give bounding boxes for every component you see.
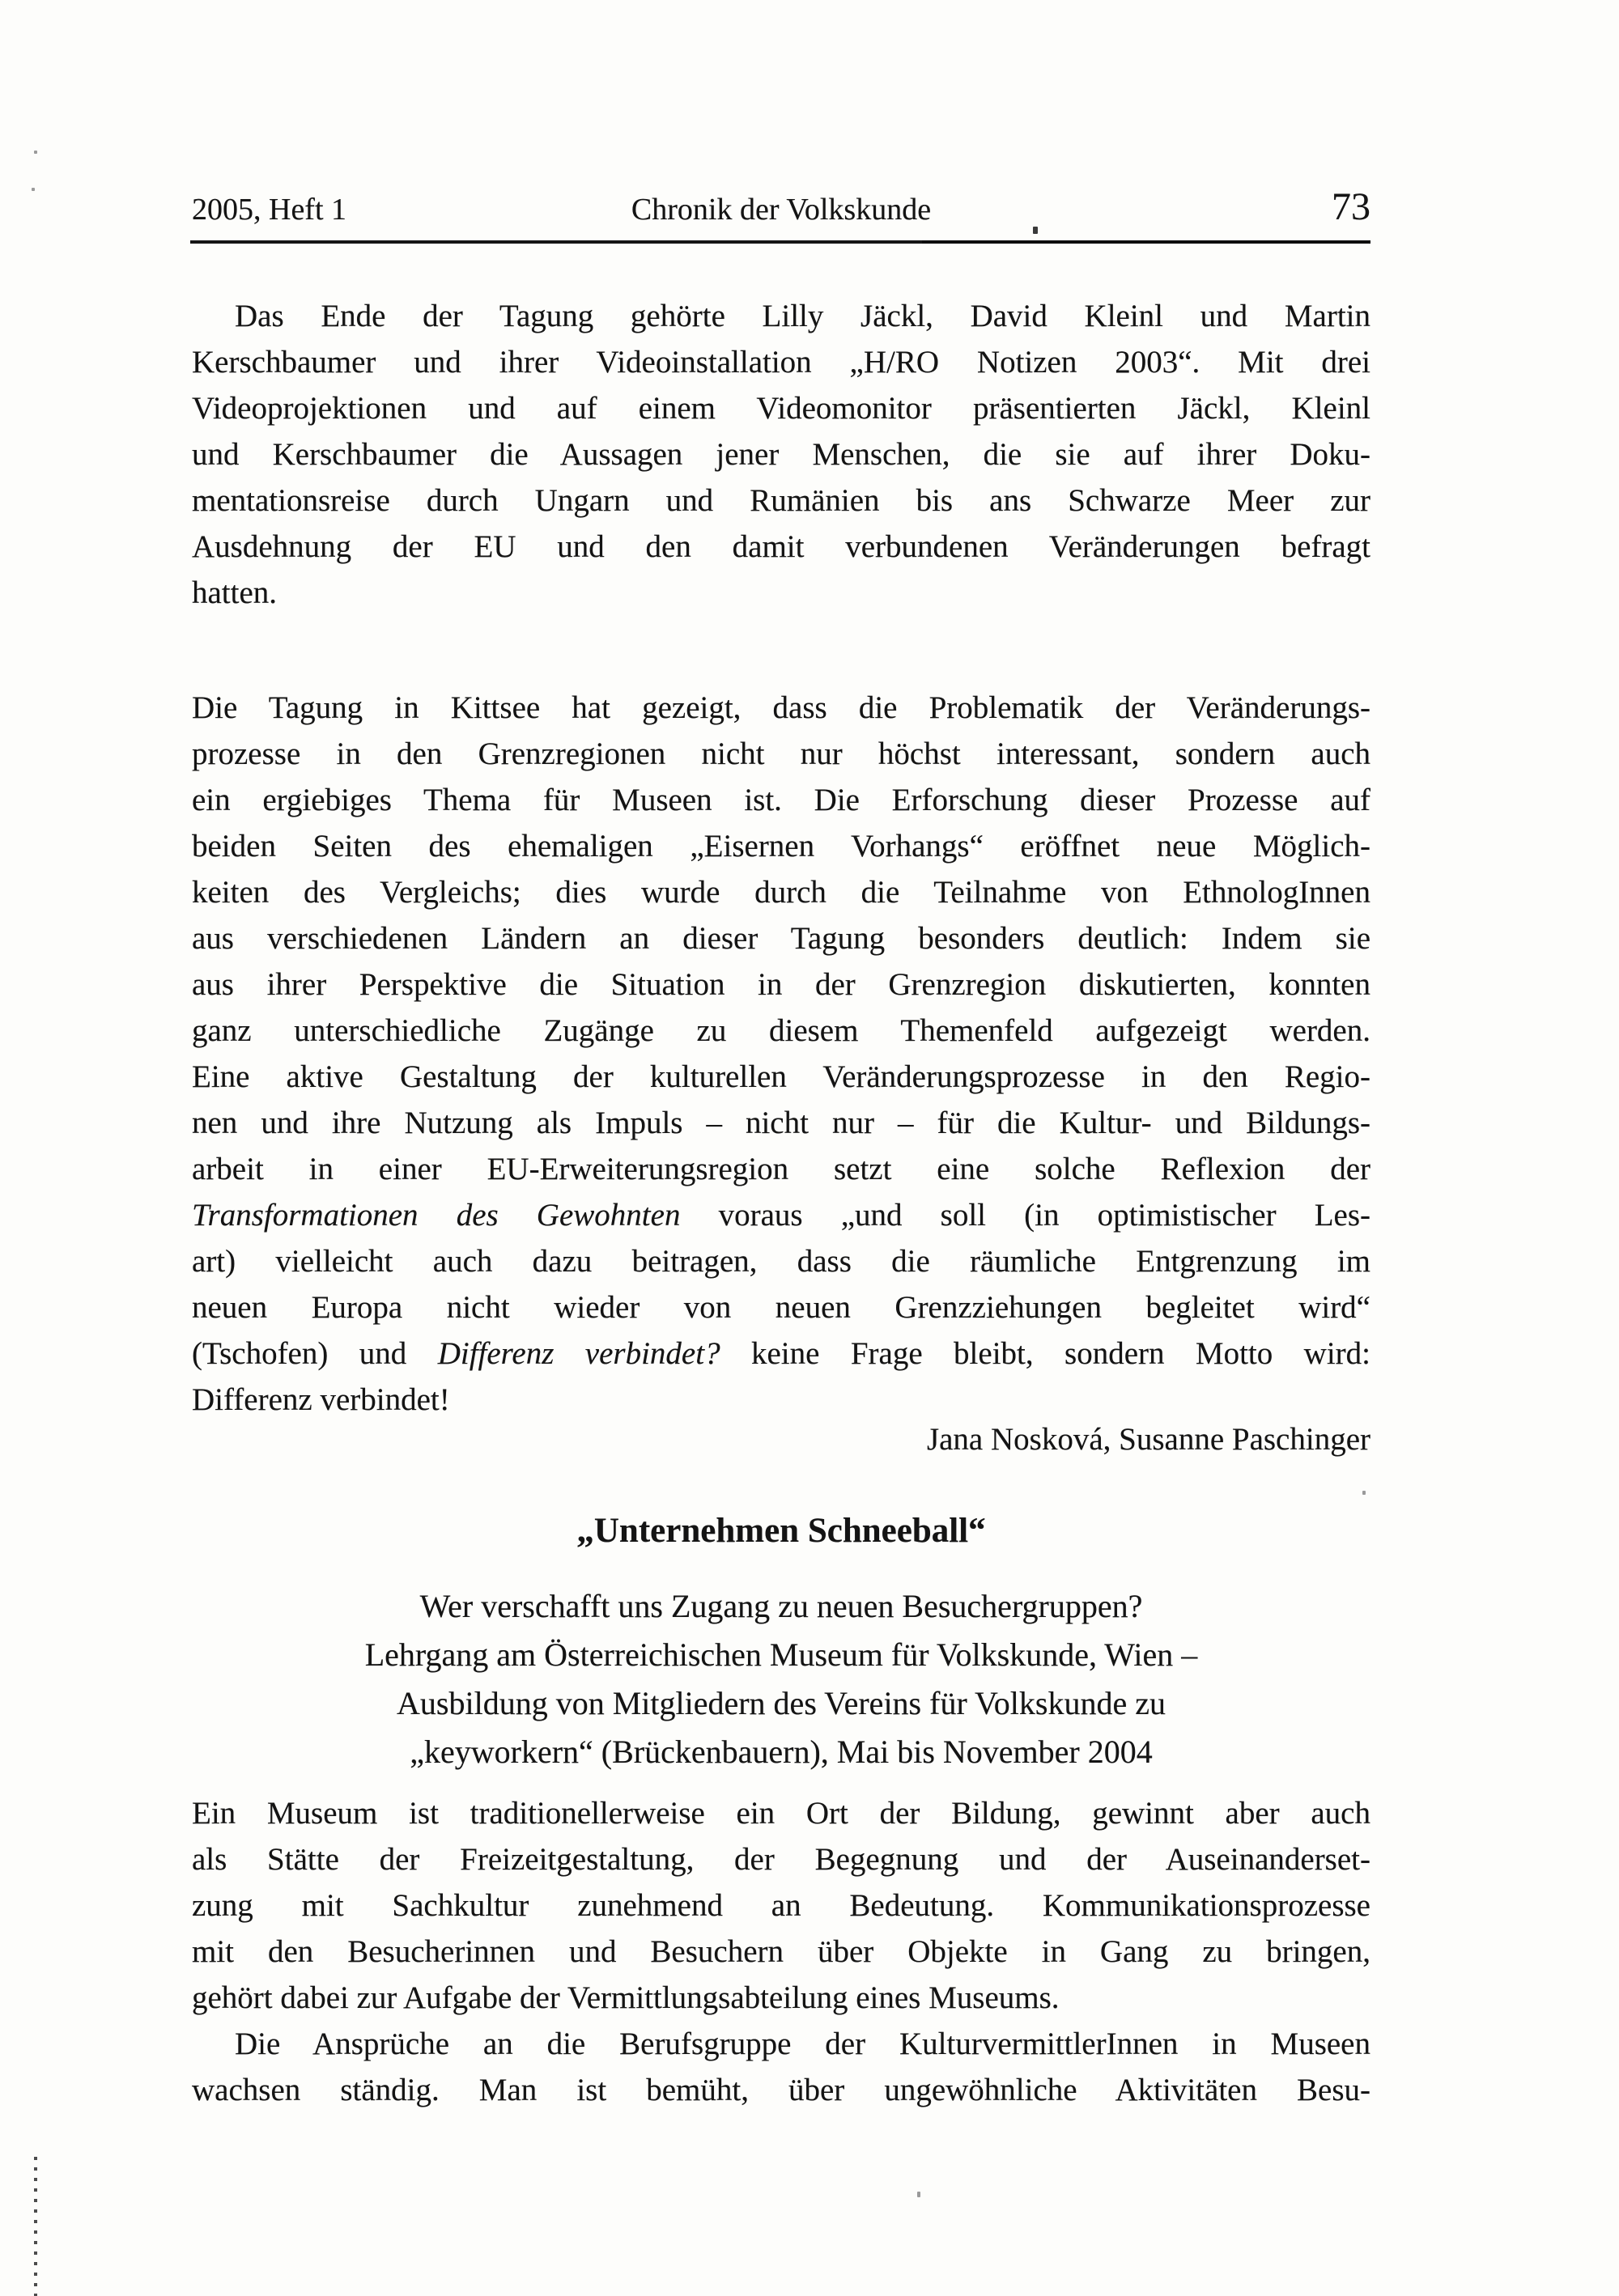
text-line: Ein Museum ist traditionellerweise ein Ort der Bildung, gewinnt aber auch <box>192 1796 1370 1831</box>
text-line: nen und ihre Nutzung als Impuls – nicht nur – für die Kultur- und Bildungs- <box>192 1106 1370 1140</box>
text-line: Wer verschafft uns Zugang zu neuen Besuchergruppen? <box>419 1588 1143 1624</box>
text-line: aus ihrer Perspektive die Situation in der Grenzregion diskutierten, konnten <box>192 967 1370 1002</box>
scan-artifact-speck <box>1033 227 1038 234</box>
text-line: aus verschiedenen Ländern an dieser Tagung besonders deutlich: Indem sie <box>192 921 1370 956</box>
text-line: Kerschbaumer und ihrer Videoinstallation „H/RO Notizen 2003“. Mit drei <box>192 345 1370 380</box>
text-line: wachsen ständig. Man ist bemüht, über ungewöhnliche Aktivitäten Besu- <box>192 2073 1370 2107</box>
article-subtitle <box>192 1582 1370 1776</box>
text-line: mentationsreise durch Ungarn und Rumänien bis ans Schwarze Meer zur <box>192 483 1370 518</box>
text-line: und Kerschbaumer die Aussagen jener Menschen, die sie auf ihrer Doku- <box>192 437 1370 472</box>
paragraph-ansprueche-kulturvermittler <box>192 2021 1370 2113</box>
text-line: Ausbildung von Mitgliedern des Vereins für Volkskunde zu <box>397 1685 1166 1721</box>
text-line: beiden Seiten des ehemaligen „Eisernen Vorhangs“ eröffnet neue Möglich- <box>192 829 1370 864</box>
header-page-number: 73 <box>1332 185 1370 228</box>
text-line: Differenz verbindet! <box>192 1382 450 1417</box>
scan-artifact-speck <box>1362 1491 1366 1495</box>
text-line: Die Tagung in Kittsee hat gezeigt, dass die Problematik der Veränderungs- <box>192 690 1370 725</box>
scan-artifact-speck <box>34 151 37 154</box>
paragraph-museum-bildung <box>192 1790 1370 2021</box>
text-line: Ausdehnung der EU und den damit verbundenen Veränderungen befragt <box>192 529 1370 564</box>
text-line: Transformationen des Gewohnten voraus „und soll (in optimistischer Les- <box>192 1198 1370 1233</box>
text-line: hatten. <box>192 575 278 610</box>
text-line: Lehrgang am Österreichischen Museum für Volkskunde, Wien – <box>364 1636 1198 1673</box>
text-line: als Stätte der Freizeitgestaltung, der Begegnung und der Auseinanderset- <box>192 1842 1370 1877</box>
text-line: Die Ansprüche an die Berufsgruppe der KulturvermittlerInnen in Museen <box>235 2027 1370 2061</box>
text-line: keiten des Vergleichs; dies wurde durch die Teilnahme von EthnologInnen <box>192 875 1370 910</box>
page-header <box>192 185 1370 229</box>
article-signature-block <box>192 1416 1370 1462</box>
text-line: (Tschofen) und Differenz verbindet? keine Frage bleibt, sondern Motto wird: <box>192 1336 1370 1371</box>
text-line: mit den Besucherinnen und Besuchern über Objekte in Gang zu bringen, <box>192 1934 1370 1969</box>
header-issue: 2005, Heft 1 <box>192 193 347 227</box>
article-signature: Jana Nosková, Susanne Paschinger <box>926 1422 1370 1457</box>
text-line: Videoprojektionen und auf einem Videomonitor präsentierten Jäckl, Kleinl <box>192 391 1370 426</box>
header-journal-title: Chronik der Volkskunde <box>631 193 932 227</box>
text-line: zung mit Sachkultur zunehmend an Bedeutung. Kommunikationsprozesse <box>192 1888 1370 1923</box>
text-line: Eine aktive Gestaltung der kulturellen Veränderungsprozesse in den Regio- <box>192 1059 1370 1094</box>
scan-artifact-dotted-line <box>34 2157 37 2296</box>
scan-artifact-speck <box>917 2192 920 2197</box>
text-line: gehört dabei zur Aufgabe der Vermittlungsabteilung eines Museums. <box>192 1980 1060 2015</box>
text-line: prozesse in den Grenzregionen nicht nur höchst interessant, sondern auch <box>192 736 1370 771</box>
text-line: Das Ende der Tagung gehörte Lilly Jäckl, David Kleinl und Martin <box>235 299 1370 333</box>
paragraph-tagung-fazit <box>192 685 1370 1423</box>
text-line: ganz unterschiedliche Zugänge zu diesem Themenfeld aufgezeigt werden. <box>192 1013 1370 1048</box>
paragraph-tagung-abschluss <box>192 293 1370 616</box>
header-rule <box>190 240 1370 244</box>
text-line: ein ergiebiges Thema für Museen ist. Die Erforschung dieser Prozesse auf <box>192 783 1370 817</box>
text-line: neuen Europa nicht wieder von neuen Grenzziehungen begleitet wird“ <box>192 1290 1370 1325</box>
text-line: arbeit in einer EU-Erweiterungsregion setzt eine solche Reflexion der <box>192 1152 1370 1186</box>
text-line: „keyworkern“ (Brückenbauern), Mai bis November 2004 <box>410 1734 1153 1770</box>
text-line: art) vielleicht auch dazu beitragen, dass die räumliche Entgrenzung im <box>192 1244 1370 1279</box>
article-title-block <box>192 1507 1370 1555</box>
article-title: „Unternehmen Schneeball“ <box>576 1512 986 1550</box>
scan-artifact-speck <box>32 188 35 191</box>
